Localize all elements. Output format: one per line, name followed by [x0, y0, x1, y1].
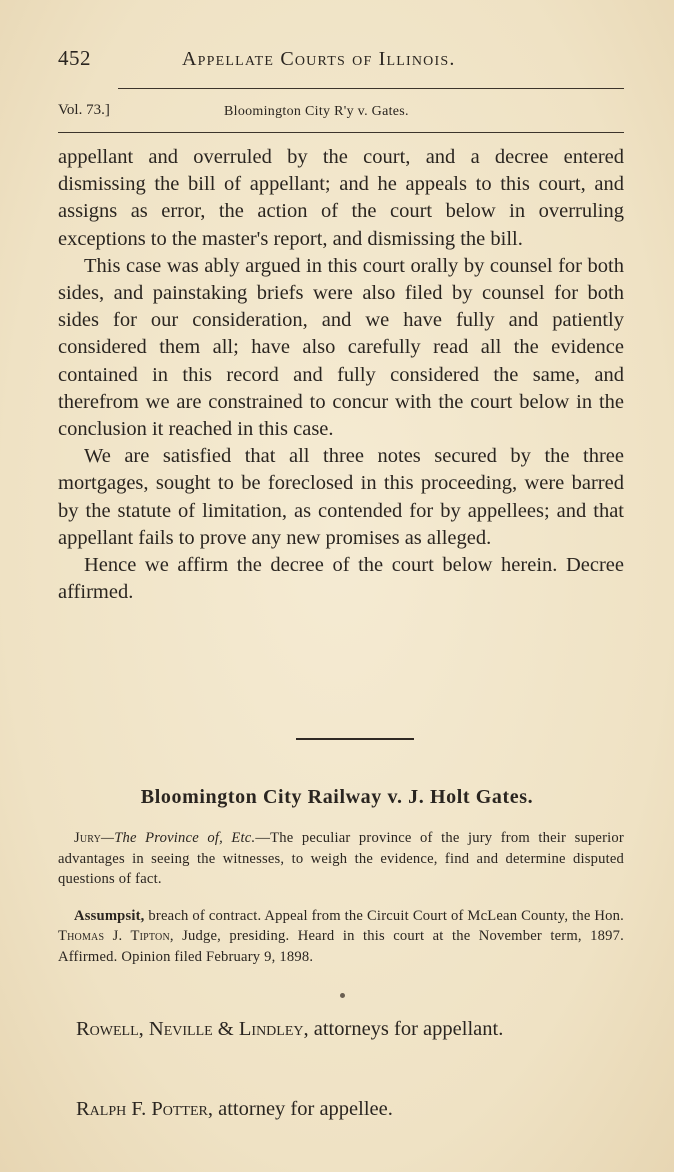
judge-name: Thomas J. Tipton — [58, 928, 170, 944]
syllabus-assumpsit-text-2: , Judge, presiding. Heard in this court at the November term, 1897. Affirmed. Opinion filed February 9, 1898. — [58, 928, 624, 965]
printer-ornament — [340, 993, 345, 998]
syllabus-jury-topic: —The Province of, Etc. — [101, 830, 256, 846]
counsel-appellee — [58, 1096, 624, 1123]
counsel-appellant — [58, 1016, 624, 1043]
running-title: Appellate Courts of Illinois. — [182, 48, 456, 70]
syllabus-assumpsit — [58, 906, 624, 968]
counsel-appellant-role: , attorneys for appellant. — [303, 1018, 504, 1040]
sub-header-rule — [58, 132, 624, 133]
opinion-paragraph-1: appellant and overruled by the court, and a decree entered dismissing the bill of appellant; and he appeals to this court, and assigns as error, the action of the court below in overruling exceptions to the master's report, and dismissing the bill. — [58, 146, 624, 250]
volume-label: Vol. 73.] — [58, 102, 110, 118]
page-header — [58, 46, 618, 80]
syllabus-jury-head: Jury — [74, 830, 102, 846]
counsel-appellee-role: , attorney for appellee. — [207, 1098, 393, 1120]
opinion-paragraph-3: We are satisfied that all three notes secured by the three mortgages, sought to be foreclosed in this proceeding, were barred by the statute of limitation, as contended for by appellees; and that appellant fails to prove any new promises as alleged. — [58, 445, 624, 549]
syllabus-assumpsit-text-1: breach of contract. Appeal from the Circuit Court of McLean County, the Hon. — [144, 907, 624, 924]
case-reference: Bloomington City R'y v. Gates. — [224, 104, 409, 119]
case-title: Bloomington City Railway v. J. Holt Gates. — [140, 786, 534, 808]
page-number: 452 — [58, 46, 91, 70]
sub-header — [58, 100, 618, 124]
opinion-text — [58, 144, 624, 606]
syllabus-jury — [58, 828, 624, 890]
header-rule — [118, 88, 624, 89]
counsel-appellant-line — [58, 1016, 624, 1043]
section-separator — [296, 738, 414, 740]
opinion-paragraph-4: Hence we affirm the decree of the court below herein. Decree affirmed. — [58, 554, 624, 604]
counsel-appellee-line — [58, 1096, 624, 1123]
counsel-appellant-names: Rowell, Neville & Lindley — [76, 1018, 304, 1040]
syllabus-jury-text: —The peculiar province of the jury from their superior advantages in seeing the witnesses, to weigh the evidence, find and determine disputed questions of fact. — [58, 830, 624, 887]
syllabus-assumpsit-head: Assumpsit, — [74, 907, 145, 924]
opinion-paragraph-2: This case was ably argued in this court orally by counsel for both sides, and painstaking briefs were also filed by counsel for both sides for our consideration, and we have fully and patiently considered them all; have also carefully read all the evidence contained in this record and fully considered the same, and therefrom we are constrained to concur with the court below in the conclusion it reached in this case. — [58, 254, 624, 441]
syllabus — [58, 828, 624, 967]
counsel-appellee-names: Ralph F. Potter — [76, 1098, 208, 1120]
